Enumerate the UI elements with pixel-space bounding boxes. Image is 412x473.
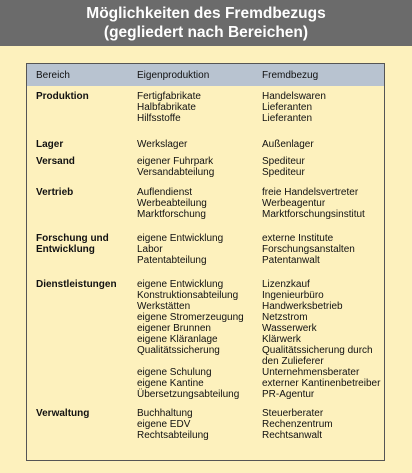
cell-line: PR-Agentur <box>262 389 315 400</box>
cell-eigenproduktion <box>137 233 223 266</box>
row-category: Verwaltung <box>36 408 90 419</box>
cell-line: Werkslager <box>137 139 188 150</box>
header-bereich: Bereich <box>36 70 70 81</box>
title-line-1: Möglichkeiten des Fremdbezugs <box>86 5 326 22</box>
cell-line: Patentabteilung <box>137 255 207 266</box>
cell-line: Auflendienst <box>137 187 193 198</box>
cell-fremdbezug <box>262 187 365 220</box>
cell-line: Klärwerk <box>262 334 301 345</box>
cell-line: Wasserwerk <box>262 323 317 334</box>
cell-line: Werbeagentur <box>262 198 326 209</box>
cell-fremdbezug <box>262 91 326 124</box>
cell-eigenproduktion <box>137 408 209 441</box>
cell-eigenproduktion <box>137 279 244 400</box>
cell-line: Spediteur <box>262 156 305 167</box>
cell-line: Rechtsabteilung <box>137 430 209 441</box>
cell-line: Marktforschungsinstitut <box>262 209 365 220</box>
row-category: Forschung und Entwicklung <box>36 233 109 255</box>
cell-line: Unternehmensberater <box>262 367 360 378</box>
row-category: Versand <box>36 156 75 167</box>
cell-fremdbezug <box>262 233 355 266</box>
cell-line: Lieferanten <box>262 102 313 113</box>
cell-fremdbezug <box>262 279 380 400</box>
cell-line: eigene Entwicklung <box>137 279 224 290</box>
row-category: Lager <box>36 139 64 150</box>
cell-line: Ingenieurbüro <box>262 290 324 301</box>
cell-eigenproduktion <box>137 156 214 178</box>
cell-line: Marktforschung <box>137 209 206 220</box>
cell-line: Rechtsanwalt <box>262 430 323 441</box>
cell-line: eigener Fuhrpark <box>137 156 214 167</box>
cell-line: Lizenzkauf <box>262 279 310 290</box>
cell-line: eigener Brunnen <box>137 323 211 334</box>
row-category: Vertrieb <box>36 187 74 198</box>
cell-line: Qualitätssicherung durch <box>262 345 373 356</box>
cell-line: Buchhaltung <box>137 408 193 419</box>
cell-line: Handelswaren <box>262 91 326 102</box>
cell-fremdbezug <box>262 408 333 441</box>
header-eigenproduktion: Eigenproduktion <box>137 70 210 81</box>
cell-eigenproduktion <box>137 91 201 124</box>
cell-line: Lieferanten <box>262 113 313 124</box>
cell-line: Patentanwalt <box>262 255 320 266</box>
cell-line: Labor <box>137 244 163 255</box>
cell-line: Hilfsstoffe <box>137 113 181 124</box>
table-header <box>27 64 384 86</box>
cell-line <box>137 356 244 367</box>
header-fremdbezug: Fremdbezug <box>262 70 319 81</box>
row-category: Produktion <box>36 91 89 102</box>
cell-line: Netzstrom <box>262 312 308 323</box>
cell-line: Werbeabteilung <box>137 198 207 209</box>
cell-line: Steuerberater <box>262 408 324 419</box>
title-banner <box>0 0 412 46</box>
cell-line: Rechenzentrum <box>262 419 333 430</box>
cell-line: Qualitätssicherung <box>137 345 220 356</box>
cell-line: Versandabteilung <box>137 167 215 178</box>
cell-line: Spediteur <box>262 167 305 178</box>
cell-line: externe Institute <box>262 233 334 244</box>
cell-line: Handwerksbetrieb <box>262 301 343 312</box>
cell-line: externer Kantinenbetreiber <box>262 378 381 389</box>
cell-line: Konstruktionsabteilung <box>137 290 239 301</box>
cell-line: Forschungsanstalten <box>262 244 355 255</box>
title-line-2: (gegliedert nach Bereichen) <box>103 24 309 41</box>
cell-line: Halbfabrikate <box>137 102 196 113</box>
row-category: Dienstleistungen <box>36 279 117 290</box>
cell-line: Übersetzungsabteilung <box>137 389 240 400</box>
cell-line: Außenlager <box>262 139 314 150</box>
cell-line: eigene Schulung <box>137 367 212 378</box>
cell-line: den Zulieferer <box>262 356 324 367</box>
cell-line: eigene Stromerzeugung <box>137 312 244 323</box>
cell-line: eigene EDV <box>137 419 191 430</box>
cell-line: eigene Entwicklung <box>137 233 224 244</box>
comparison-table <box>26 63 385 461</box>
cell-line: eigene Kläranlage <box>137 334 218 345</box>
cell-line: freie Handelsvertreter <box>262 187 359 198</box>
cell-line: Fertigfabrikate <box>137 91 201 102</box>
cell-eigenproduktion <box>137 187 207 220</box>
cell-eigenproduktion <box>137 139 187 150</box>
cell-line: Werkstätten <box>137 301 191 312</box>
cell-fremdbezug <box>262 156 305 178</box>
cell-line: eigene Kantine <box>137 378 204 389</box>
cell-fremdbezug <box>262 139 314 150</box>
